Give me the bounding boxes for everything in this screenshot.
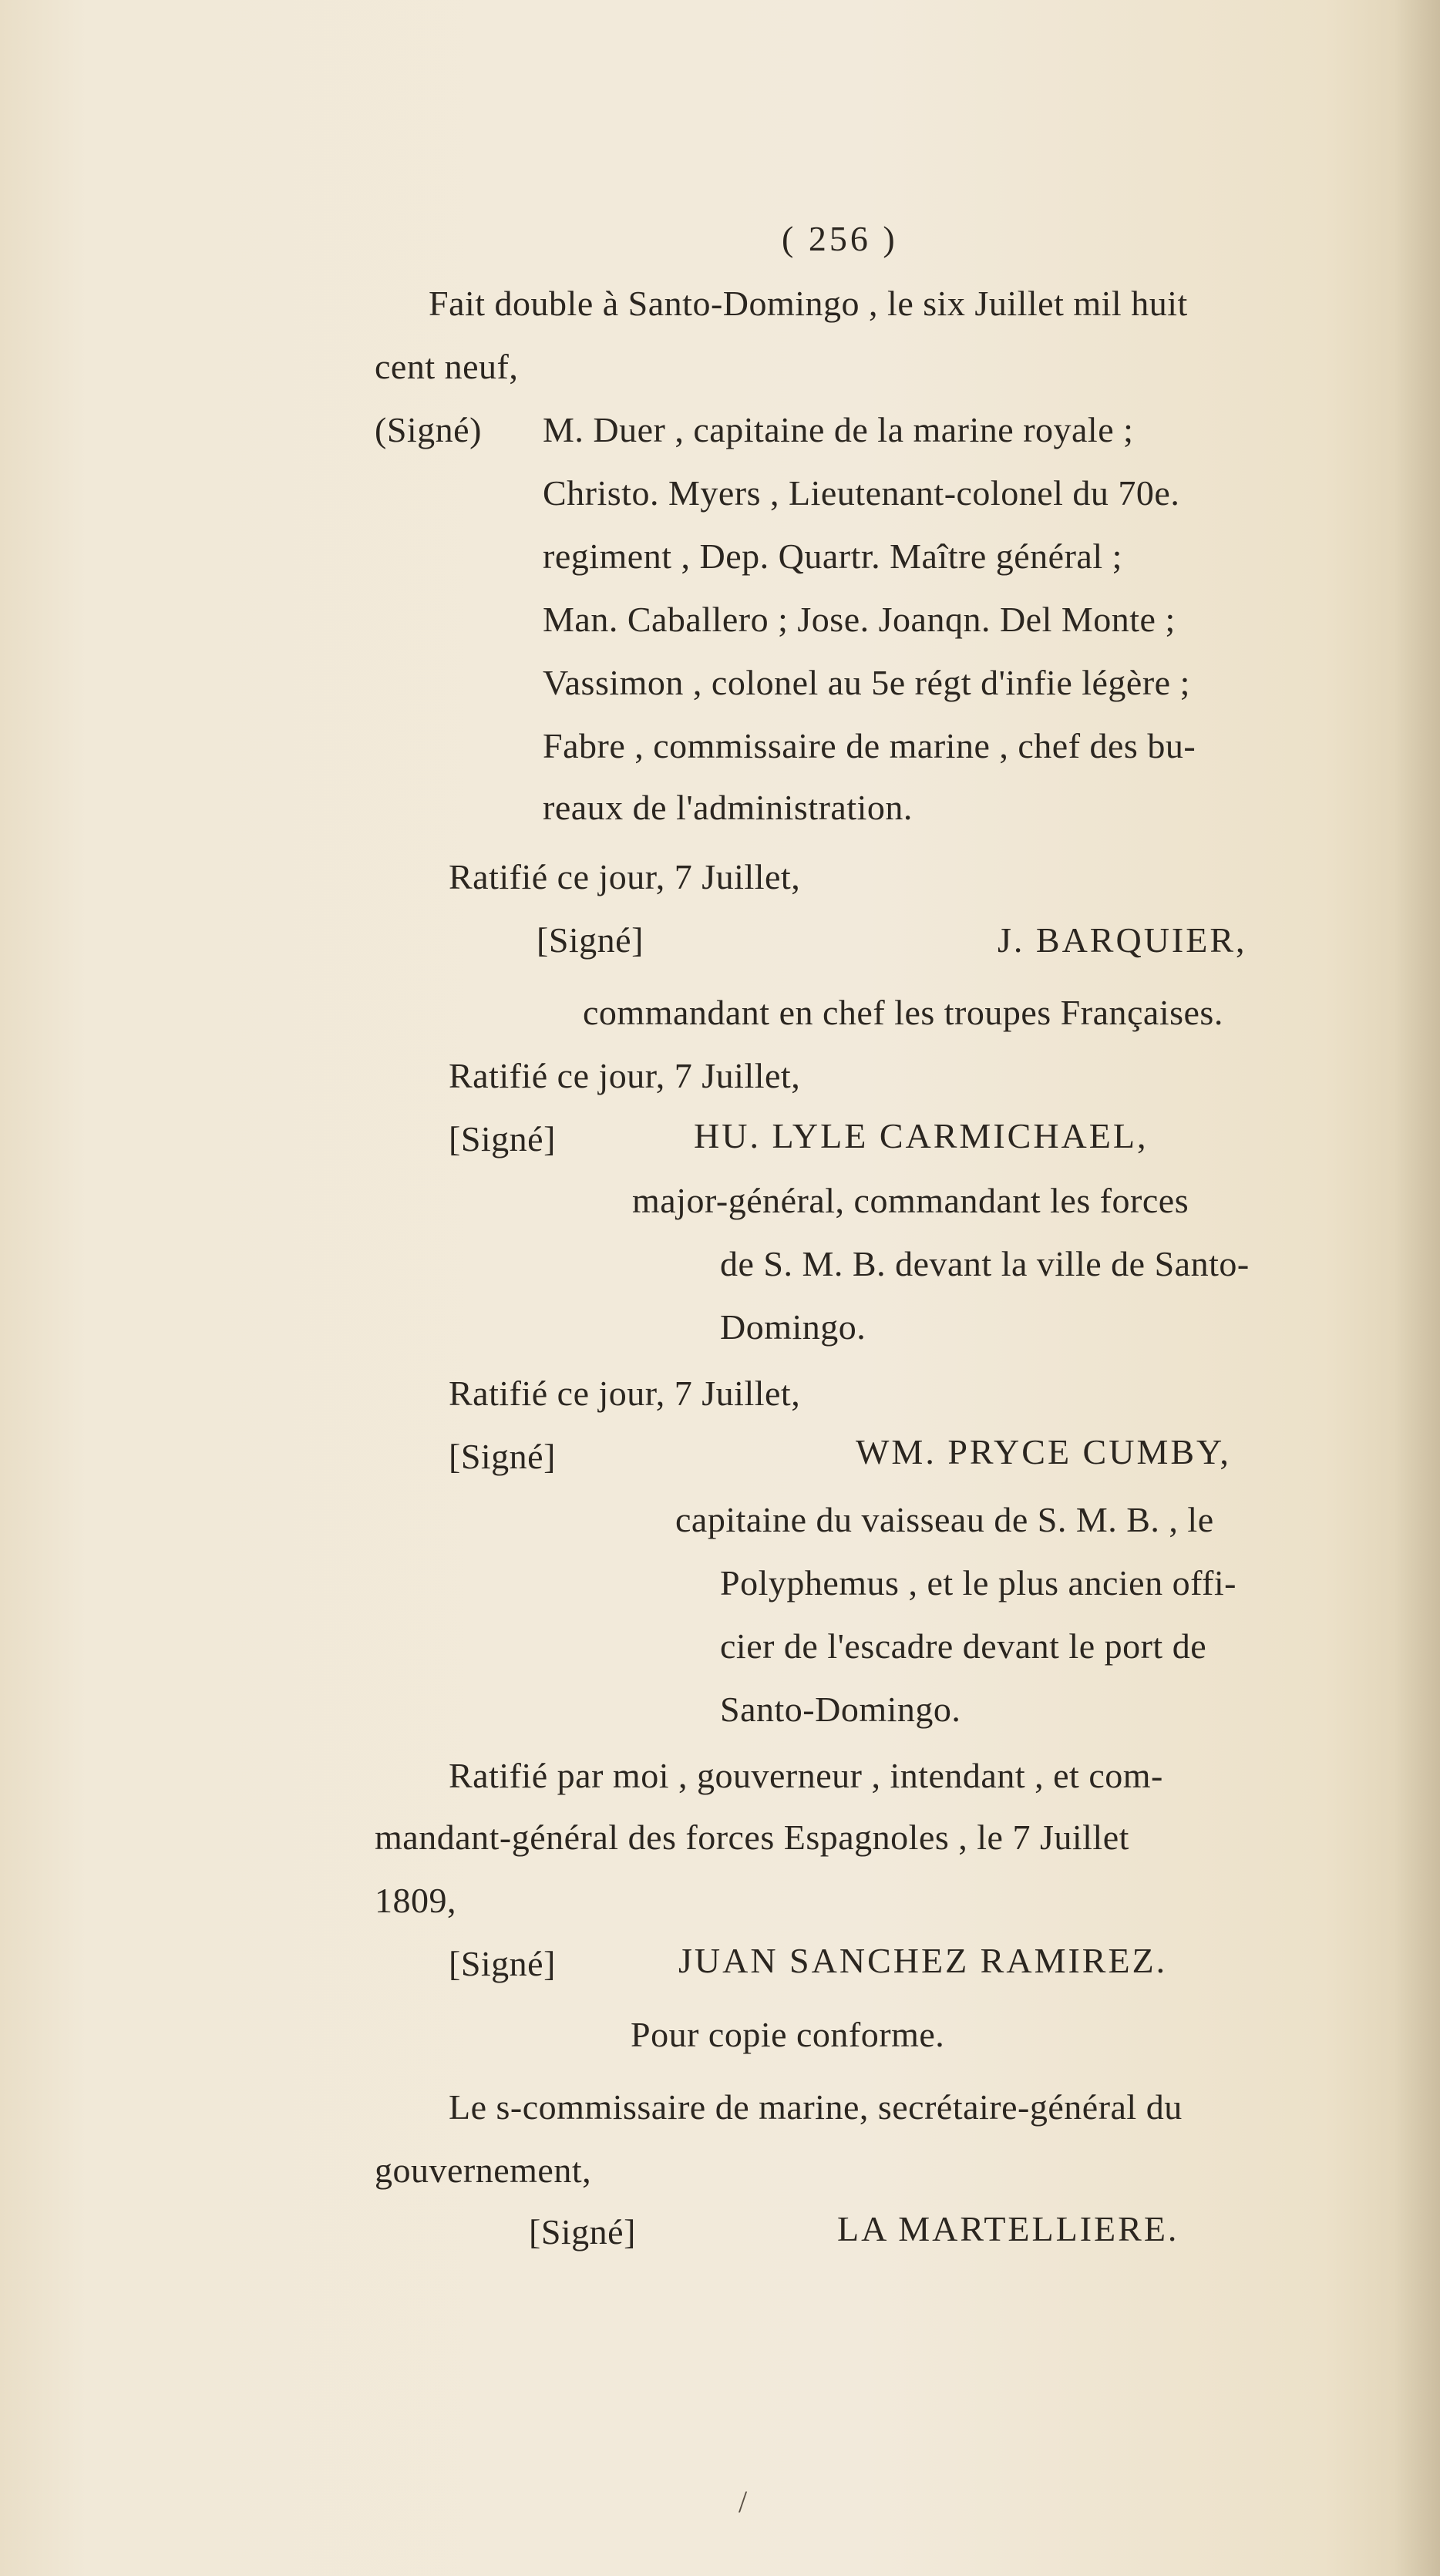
signatory-name: J. BARQUIER, (998, 920, 1247, 960)
signed-label: [Signé] (529, 2212, 636, 2251)
signed-label: [Signé] (449, 1119, 556, 1159)
text-line: Fait double à Santo-Domingo , le six Juillet mil huit (429, 284, 1188, 323)
text-line: regiment , Dep. Quartr. Maître général ; (543, 536, 1122, 576)
signed-label: [Signé] (449, 1944, 556, 1983)
text-line: Fabre , commissaire de marine , chef des bu- (543, 726, 1196, 765)
signatory-title: commandant en chef les troupes Françaises. (583, 993, 1223, 1032)
signatory-name: WM. PRYCE CUMBY, (856, 1432, 1231, 1471)
signatory-title: Domingo. (720, 1307, 866, 1347)
text-line: M. Duer , capitaine de la marine royale ; (543, 410, 1134, 449)
text-line: Vassimon , colonel au 5e régt d'infie légère ; (543, 663, 1190, 702)
signatory-title: capitaine du vaisseau de S. M. B. , le (675, 1500, 1214, 1539)
signatory-title: Polyphemus , et le plus ancien offi- (720, 1563, 1236, 1602)
signed-label: (Signé) (375, 410, 482, 449)
ratified-line: Ratifié ce jour, 7 Juillet, (449, 857, 801, 896)
signed-label: [Signé] (449, 1437, 556, 1476)
signatory-title: major-général, commandant les forces (632, 1181, 1189, 1220)
page-number: ( 256 ) (782, 219, 898, 258)
text-line: Man. Caballero ; Jose. Joanqn. Del Monte ; (543, 600, 1176, 639)
signatory-title: Santo-Domingo. (720, 1690, 961, 1729)
text-line: reaux de l'administration. (543, 788, 913, 827)
signatory-name: JUAN SANCHEZ RAMIREZ. (678, 1941, 1168, 1980)
text-line: Christo. Myers , Lieutenant-colonel du 70e. (543, 473, 1180, 513)
text-line: 1809, (375, 1881, 456, 1920)
page-gutter-shadow (1394, 0, 1440, 2576)
copy-note: Pour copie conforme. (631, 2015, 945, 2054)
ratified-line: Ratifié ce jour, 7 Juillet, (449, 1056, 801, 1095)
signed-label: [Signé] (537, 920, 644, 960)
signatory-name: LA MARTELLIERE. (837, 2209, 1179, 2248)
ratified-line: Ratifié ce jour, 7 Juillet, (449, 1374, 801, 1413)
footer-mark: / (739, 2484, 748, 2519)
signatory-title: cier de l'escadre devant le port de (720, 1626, 1207, 1666)
text-line: gouvernement, (375, 2151, 592, 2190)
text-line: Le s-commissaire de marine, secrétaire-général du (449, 2087, 1183, 2127)
signatory-name: HU. LYLE CARMICHAEL, (694, 1116, 1149, 1155)
text-line: mandant-général des forces Espagnoles , le 7 Juillet (375, 1818, 1129, 1857)
signatory-title: de S. M. B. devant la ville de Santo- (720, 1244, 1250, 1283)
text-line: Ratifié par moi , gouverneur , intendant , et com- (449, 1756, 1163, 1795)
text-line: cent neuf, (375, 347, 519, 386)
